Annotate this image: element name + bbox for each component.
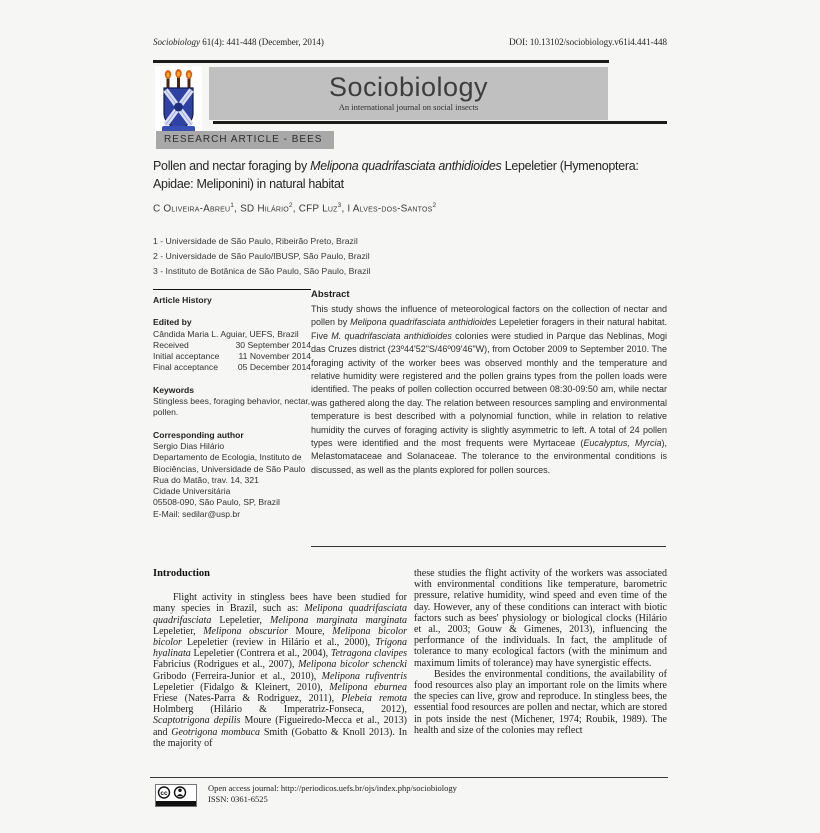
issn-line: ISSN: 0361-6525 xyxy=(208,794,268,804)
journal-name: Sociobiology xyxy=(328,72,489,102)
body-right-column xyxy=(414,568,667,736)
article-title: Pollen and nectar foraging by Melipona quadrifasciata anthidioides Lepeletier (Hymenoptera: Apidae: Meliponini) in natural habitat xyxy=(153,159,639,191)
editor-name: Cândida Maria L. Aguiar, UEFS, Brazil xyxy=(153,328,299,339)
footer-rule xyxy=(150,777,668,778)
affiliation-line: 3 - Instituto de Botânica de São Paulo, São Paulo, Brazil xyxy=(153,266,371,277)
corresponding-author-line: Sergio Dias Hilário xyxy=(153,440,225,451)
corresponding-author-line: Rua do Matão, trav. 14, 321 xyxy=(153,474,259,485)
history-title: Article History xyxy=(153,295,212,305)
svg-text:cc: cc xyxy=(160,790,168,797)
abstract-section xyxy=(311,289,667,477)
abstract-divider xyxy=(311,546,666,547)
top-rule xyxy=(153,60,609,63)
date-label: Initial acceptance xyxy=(153,351,220,362)
abstract-text: This study shows the influence of meteorological factors on the collection of nectar and pollen by Melipona quadrifasciata anthidioides Lepeletier foragers in their natural habitat. Five M. quadrifasciata anthidioides colonies were studied in Parque das Neblinas, Mogi das Cruzes district (23º44'52"S/46º09'46"W), from October 2009 to September 2010. The foraging activity of the worker bees was observed monthly and the temperature and relative humidity were registered and the pollen grains types from the pollen loads were identified. The peaks of pollen collection occurred between 08:30-09:50 am, while nectar was gathered along the day. The relation between resources sampling and environmental temperature is best described with a polynomial function, while in relation to relative humidity the curves of foraging activity is slightly asymmetric to left. A total of 24 pollen types were identified and the most frequents were Myrtaceae (Eucalyptus, Myrcia), Melastomataceae and Solanaceae. The tolerance to the environmental conditions is discussed, as well as the plants explored for pollen sources. xyxy=(311,304,668,475)
date-value: 11 November 2014 xyxy=(238,351,311,362)
journal-subtitle: An international journal on social insects xyxy=(338,102,479,112)
intro-section xyxy=(153,568,407,749)
banner-rule xyxy=(213,121,667,124)
edited-by-label: Edited by xyxy=(153,317,192,328)
journal-ref: Sociobiology 61(4): 441-448 (December, 2014) xyxy=(153,37,324,47)
open-access-line: Open access journal: http://periodicos.uefs.br/ojs/index.php/sociobiology xyxy=(208,783,457,793)
corresponding-author-block xyxy=(153,430,311,520)
intro-paragraph: Flight activity in stingless bees have been studied for many species in Brazil, such as: Melipona quadrifasciata quadrifasciata Lepeletier, Melipona marginata marginata Lepeletier, Melipona obscurior Moure, Melipona bicolor bicolor Lepeletier (review in Hilário et al., 2000), Trigona hyalinata Lepeletier (Contrera et al., 2004), Tetragona clavipes Fabricius (Rodrigues et al., 2007), Melipona bicolor schencki Gribodo (Ferreira-Junior et al., 2010), Melipona rufiventris Lepeletier (Fidalgo & Kleinert, 2010), Melipona eburnea Friese (Nates-Parra & Rodriguez, 2011), Plebeia remota Holmberg (Hilário & Imperatriz-Fonseca, 2012), Scaptotrigona depilis Moure (Figueiredo-Mecca et al., 2013) and Geotrigona mombuca Smith (Gobatto & Knoll 2013). In the majority of xyxy=(153,592,407,749)
cc-license-badge xyxy=(155,784,197,812)
date-label: Received xyxy=(153,339,189,350)
abstract-label: Abstract xyxy=(311,289,350,300)
authors-line: C Oliveira-Abreu$^1$, SD Hilário$^2$, CFP Luz$^3$, I Alves-dos-Santos$^2$ xyxy=(153,202,437,215)
keywords-block xyxy=(153,385,311,419)
body-paragraph: these studies the flight activity of the workers was associated with environmental conditions like temperature, barometric pressure, relative humidity, wind speed and even time of the day. However, any of these conditions can interact with biotic factors such as bees' physiology or biological clocks (Hilário et al., 2003; Gouw & Gimenes, 2013), influencing the performance of the individuals. In fact, the amplitude of tolerance to many ecological factors (with the minimum and maximum limits of tolerance) may have synergistic effects. xyxy=(414,568,667,669)
keywords-text: Stingless bees, foraging behavior, nectar, pollen. xyxy=(153,396,311,418)
corresponding-author-line: 05508-090, São Paulo, SP, Brazil xyxy=(153,497,280,508)
affiliations xyxy=(153,234,670,280)
corresponding-author-label: Corresponding author xyxy=(153,429,244,440)
date-value: 05 December 2014 xyxy=(237,362,311,373)
corresponding-author-email: E-Mail: sedilar@usp.br xyxy=(153,508,241,519)
article-type-badge: RESEARCH ARTICLE - BEES xyxy=(156,131,334,149)
article-history-panel xyxy=(153,289,311,531)
history-date-row xyxy=(153,351,311,362)
cc-license-icon xyxy=(155,784,197,807)
corresponding-author-line: Departamento de Ecologia, Instituto de Biociências, Universidade de São Paulo xyxy=(153,452,306,474)
body-paragraph: Besides the environmental conditions, the availability of food resources also play an important role on the limits where the species can live, grow and reproduce. In stingless bees, the essential food resources are pollen and nectar, which are stored in pots inside the nest (Michener, 1974; Roubik, 1989). The health and size of the colonies may reflect xyxy=(414,668,667,736)
introduction-heading: Introduction xyxy=(153,568,210,579)
history-date-row xyxy=(153,362,311,373)
date-label: Final acceptance xyxy=(153,362,218,373)
corresponding-author-line: Cidade Universitária xyxy=(153,486,231,497)
affiliation-line: 2 - Universidade de São Paulo/IBUSP, São Paulo, Brazil xyxy=(153,251,370,262)
keywords-label: Keywords xyxy=(153,384,195,395)
history-date-row xyxy=(153,340,311,351)
journal-logo xyxy=(155,66,202,140)
edited-by-block xyxy=(153,317,311,373)
uefs-crest-icon xyxy=(155,66,202,140)
torch-icons xyxy=(165,69,192,89)
affiliation-line: 1 - Universidade de São Paulo, Ribeirão Preto, Brazil xyxy=(153,236,358,246)
journal-banner xyxy=(209,67,608,120)
page-header xyxy=(153,37,667,47)
date-value: 30 September 2014 xyxy=(235,339,311,350)
doi-text: DOI: 10.13102/sociobiology.v61i4.441-448 xyxy=(509,37,667,47)
footer-text xyxy=(208,783,457,805)
